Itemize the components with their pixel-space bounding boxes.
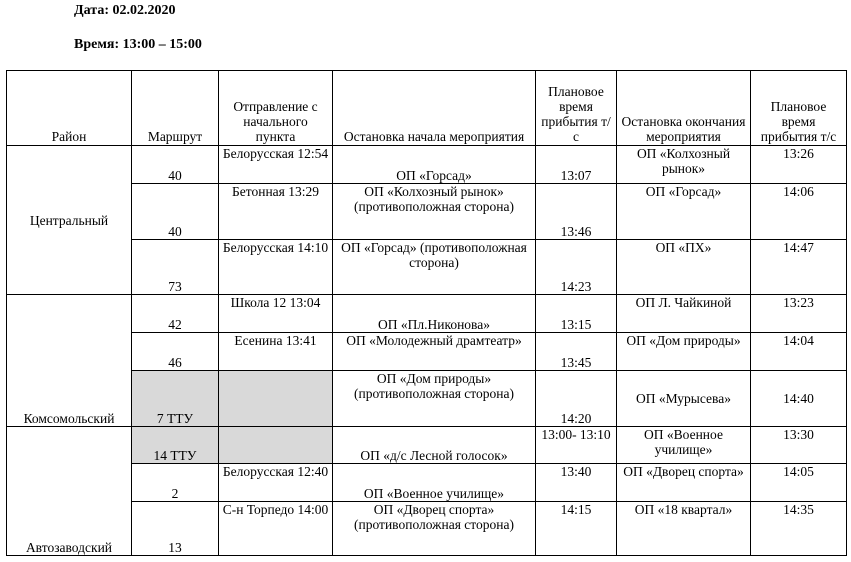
route-cell: 7 ТТУ [132,371,219,427]
table-row [7,333,847,371]
date-line: Дата: 02.02.2020 [74,3,176,18]
start-stop-cell: ОП «Колхозный рынок» (противоположная сторона) [333,184,536,240]
col-header-planned-arrival-2: Плановое время прибытия т/с [751,71,847,146]
table-row [7,146,847,184]
departure-cell: Белорусская 14:10 [219,240,333,295]
col-header-end-stop: Остановка окончания мероприятия [617,71,751,146]
arrival-time-cell: 13:46 [536,184,617,240]
arrival-time-cell: 13:40 [536,464,617,502]
start-stop-cell: ОП «Молодежный драмтеатр» [333,333,536,371]
district-cell: Комсомольский [7,295,132,427]
departure-cell: Школа 12 13:04 [219,295,333,333]
start-stop-cell: ОП «Пл.Никонова» [333,295,536,333]
route-cell: 2 [132,464,219,502]
route-cell: 40 [132,146,219,184]
col-header-start-stop: Остановка начала мероприятия [333,71,536,146]
table-header-row [7,71,847,146]
arrival-time-cell: 13:07 [536,146,617,184]
route-cell: 42 [132,295,219,333]
start-stop-cell: ОП «Дом природы» (противоположная сторона) [333,371,536,427]
departure-cell: Белорусская 12:40 [219,464,333,502]
arrival-time-cell: 14:20 [536,371,617,427]
table-row [7,371,847,427]
table-row [7,427,847,464]
col-header-departure: Отправление с начального пункта [219,71,333,146]
departure-cell: С-н Торпедо 14:00 [219,502,333,556]
end-stop-cell: ОП «Горсад» [617,184,751,240]
end-stop-cell: ОП «18 квартал» [617,502,751,556]
table-row [7,464,847,502]
end-stop-cell: ОП «ПХ» [617,240,751,295]
arrival-time-cell: 14:23 [536,240,617,295]
departure-cell: Есенина 13:41 [219,333,333,371]
arrival-time-cell: 13:15 [536,295,617,333]
departure-cell: Белорусская 12:54 [219,146,333,184]
start-stop-cell: ОП «Горсад» (противоположная сторона) [333,240,536,295]
departure-cell: Бетонная 13:29 [219,184,333,240]
table-row [7,240,847,295]
end-time-cell: 13:23 [751,295,847,333]
arrival-time-cell: 13:45 [536,333,617,371]
arrival-time-cell: 13:00- 13:10 [536,427,617,464]
arrival-time-cell: 14:15 [536,502,617,556]
end-stop-cell: ОП «Мурысева» [617,371,751,427]
end-time-cell: 13:30 [751,427,847,464]
end-stop-cell: ОП Л. Чайкиной [617,295,751,333]
route-cell: 13 [132,502,219,556]
col-header-planned-arrival-1: Плановое время прибытия т/с [536,71,617,146]
route-cell: 14 ТТУ [132,427,219,464]
schedule-table [6,70,847,556]
end-time-cell: 14:05 [751,464,847,502]
route-cell: 73 [132,240,219,295]
start-stop-cell: ОП «Военное училище» [333,464,536,502]
table-row [7,295,847,333]
start-stop-cell: ОП «Горсад» [333,146,536,184]
departure-cell [219,427,333,464]
end-time-cell: 14:35 [751,502,847,556]
end-stop-cell: ОП «Военное училище» [617,427,751,464]
time-line: Время: 13:00 – 15:00 [74,37,202,52]
col-header-district: Район [7,71,132,146]
start-stop-cell: ОП «д/с Лесной голосок» [333,427,536,464]
route-cell: 40 [132,184,219,240]
end-time-cell: 14:04 [751,333,847,371]
end-time-cell: 14:47 [751,240,847,295]
district-cell: Центральный [7,146,132,295]
route-cell: 46 [132,333,219,371]
table-row [7,502,847,556]
district-cell: Автозаводский [7,427,132,556]
table-row [7,184,847,240]
end-stop-cell: ОП «Дом природы» [617,333,751,371]
end-stop-cell: ОП «Колхозный рынок» [617,146,751,184]
end-time-cell: 14:06 [751,184,847,240]
end-time-cell: 13:26 [751,146,847,184]
departure-cell [219,371,333,427]
col-header-route: Маршрут [132,71,219,146]
end-time-cell: 14:40 [751,371,847,427]
end-stop-cell: ОП «Дворец спорта» [617,464,751,502]
start-stop-cell: ОП «Дворец спорта» (противоположная сторона) [333,502,536,556]
